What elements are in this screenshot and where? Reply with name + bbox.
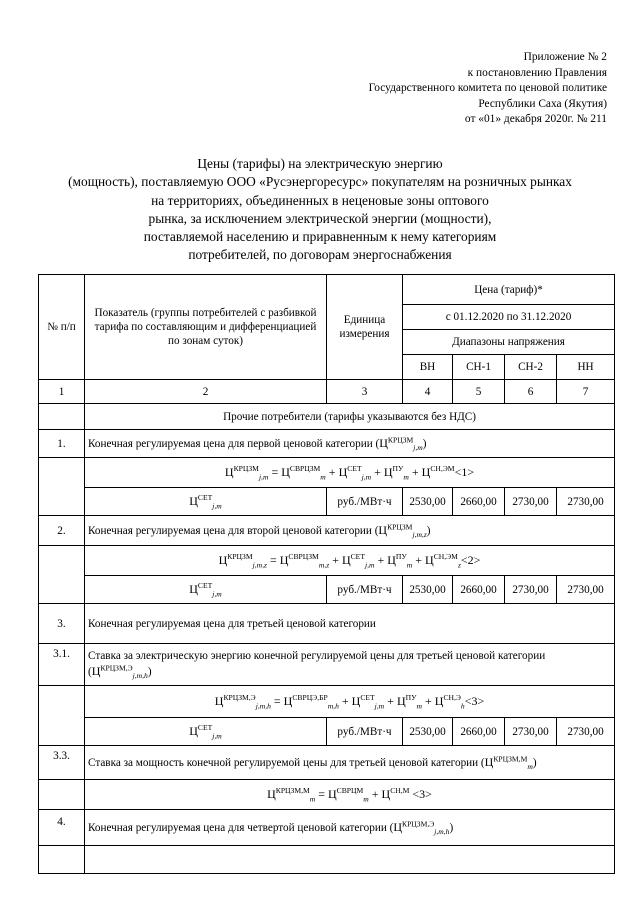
header-indicator: Показатель (группы потребителей с разбивкой тарифа по составляющим и дифференциацией по зонам суток) [85, 275, 327, 380]
header-level-sn2: СН-2 [505, 355, 557, 380]
table-row [39, 746, 615, 780]
header-num: № п/п [39, 275, 85, 380]
price-sn2: 2730,00 [505, 488, 557, 516]
price-row [39, 576, 615, 604]
formula-row [39, 780, 615, 810]
row-number: 2. [39, 516, 85, 546]
unit-cell: руб./МВт·ч [327, 488, 403, 516]
row-number: 3.3. [39, 746, 85, 780]
row-title: Конечная регулируемая цена для четвертой ценовой категории $(Ц^{КРЦЗМ,Э}_{j,m,h})$ [85, 810, 615, 846]
formula-row [39, 546, 615, 576]
formula-row [39, 458, 615, 488]
colnum: 6 [505, 380, 557, 404]
row-title: Конечная регулируемая цена для третьей ценовой категории [85, 604, 615, 644]
row-number: 1. [39, 430, 85, 458]
unit-cell: руб./МВт·ч [327, 576, 403, 604]
formula: $Ц^{КРЦЗМ,М}_m = Ц^{СВРЦМ}_m + Ц^{СН,М} <3>$ [85, 780, 615, 810]
row-title: Ставка за мощность конечной регулируемой цены для третьей ценовой категории $(Ц^{КРЦЗМ,М}_m)$ [85, 746, 615, 780]
appendix-line: к постановлению Правления [467, 66, 607, 79]
column-numbers-row [39, 380, 615, 404]
price-row [39, 718, 615, 746]
price-symbol: $Ц^{СЕТ}_{j,m}$ [85, 718, 327, 746]
row-title: Ставка за электрическую энергию конечной регулируемой цены для третьей ценовой категории $(Ц^{КРЦЗМ,Э}_{j,m,h})$ [85, 644, 615, 686]
price-sn1: 2660,00 [453, 718, 505, 746]
title-line: на территориях, объединенных в неценовые зоны оптового [151, 192, 489, 208]
section-other-consumers: Прочие потребители (тарифы указываются без НДС) [85, 404, 615, 430]
table-row [39, 604, 615, 644]
price-sn1: 2660,00 [453, 488, 505, 516]
table-row [39, 810, 615, 846]
price-sn2: 2730,00 [505, 576, 557, 604]
colnum: 5 [453, 380, 505, 404]
appendix-line: от «01» декабря 2020г. № 211 [464, 113, 607, 126]
price-nn: 2730,00 [557, 488, 615, 516]
row-number: 4. [39, 810, 85, 846]
price-nn: 2730,00 [557, 576, 615, 604]
row-number: 3. [39, 604, 85, 644]
unit-cell: руб./МВт·ч [327, 718, 403, 746]
document-title [20, 155, 620, 265]
price-symbol: $Ц^{СЕТ}_{j,m}$ [85, 488, 327, 516]
table-row [39, 644, 615, 686]
title-line: (мощность), поставляемую ООО «Русэнергоресурс» покупателям на розничных рынках [68, 174, 572, 190]
header-level-sn1: СН-1 [453, 355, 505, 380]
appendix-header [267, 50, 607, 128]
title-line: Цены (тарифы) на электрическую энергию [197, 156, 443, 171]
header-period: с 01.12.2020 по 31.12.2020 [403, 305, 615, 330]
formula: $Ц^{КРЦЗМ}_{j,m} = Ц^{СВРЦЗМ}_m + Ц^{СЕТ}_{j,m} + Ц^{ПУ}_m + Ц^{СН,ЭМ}<1>$ [85, 458, 615, 488]
price-nn: 2730,00 [557, 718, 615, 746]
price-sn1: 2660,00 [453, 576, 505, 604]
price-row [39, 488, 615, 516]
tariff-table [38, 274, 615, 874]
colnum: 3 [327, 380, 403, 404]
price-symbol: $Ц^{СЕТ}_{j,m}$ [85, 576, 327, 604]
formula: $Ц^{КРЦЗМ,Э}_{j,m,h} = Ц^{СВРЦЭ,БР}_{m,h} + Ц^{СЕТ}_{j,m} + Ц^{ПУ}_m + Ц^{СН,Э}_h<3>$ [85, 686, 615, 718]
formula-row [39, 686, 615, 718]
appendix-line: Приложение № 2 [523, 51, 607, 63]
colnum: 4 [403, 380, 453, 404]
header-level-nn: НН [557, 355, 615, 380]
header-unit: Единица измерения [327, 275, 403, 380]
row-title: Конечная регулируемая цена для второй ценовой категории $(Ц^{КРЦЗМ}_{j,m,z})$ [85, 516, 615, 546]
title-line: потребителей, по договорам энергоснабжения [188, 247, 452, 263]
row-number: 3.1. [39, 644, 85, 686]
table-row [39, 516, 615, 546]
table-row [39, 846, 615, 874]
colnum: 1 [39, 380, 85, 404]
price-vn: 2530,00 [403, 718, 453, 746]
row-title: Конечная регулируемая цена для первой ценовой категории $(Ц^{КРЦЗМ}_{j,m})$ [85, 430, 615, 458]
header-price: Цена (тариф)* [403, 275, 615, 305]
colnum: 2 [85, 380, 327, 404]
table-row [39, 430, 615, 458]
price-vn: 2530,00 [403, 488, 453, 516]
header-voltage-ranges: Диапазоны напряжения [403, 330, 615, 355]
formula: $Ц^{КРЦЗМ}_{j,m,z} = Ц^{СВРЦЗМ}_{m,z} + Ц^{СЕТ}_{j,m} + Ц^{ПУ}_m + Ц^{СН,ЭМ}_z<2>$ [85, 546, 615, 576]
colnum: 7 [557, 380, 615, 404]
appendix-line: Республики Саха (Якутия) [478, 97, 607, 110]
price-vn: 2530,00 [403, 576, 453, 604]
title-line: поставляемой населению и приравненным к нему категориям [143, 229, 497, 245]
header-level-vn: ВН [403, 355, 453, 380]
title-line: рынка, за исключением электрической энергии (мощности), [148, 210, 492, 226]
appendix-line: Государственного комитета по ценовой политике [368, 82, 607, 95]
price-sn2: 2730,00 [505, 718, 557, 746]
